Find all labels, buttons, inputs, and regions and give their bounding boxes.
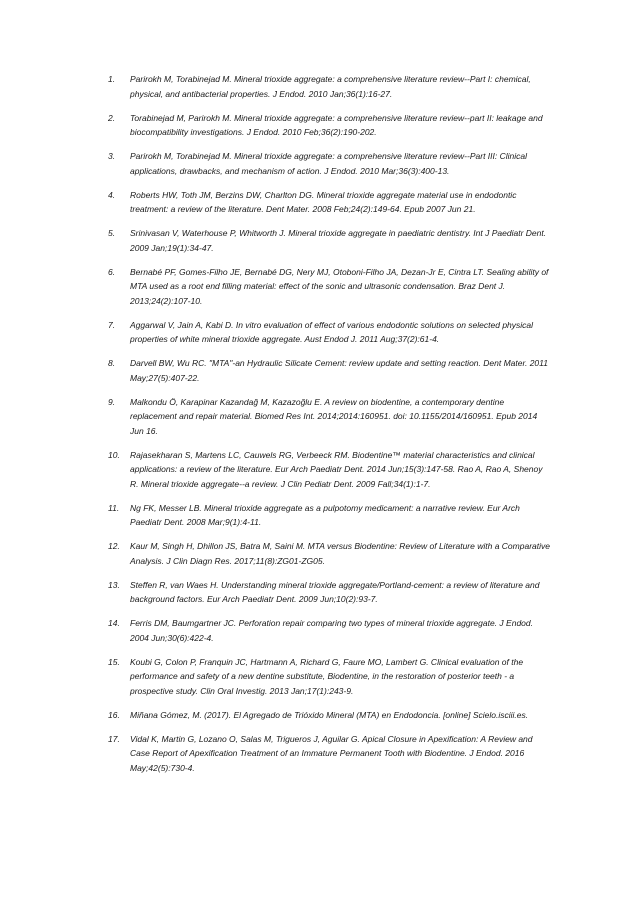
reference-item — [108, 318, 550, 347]
reference-number: 16. — [108, 709, 120, 720]
reference-number: 6. — [108, 266, 116, 277]
reference-text: Aggarwal V, Jain A, Kabi D. In vitro evaluation of effect of various endodontic solutions on selected physical properties of white mineral trioxide aggregate. Aust Endod J. 2011 Aug;37(2):61-4. — [130, 319, 534, 344]
reference-number: 1. — [108, 74, 116, 84]
reference-number: 8. — [108, 358, 116, 368]
reference-item — [108, 356, 550, 385]
reference-number: 10. — [108, 449, 120, 460]
reference-text: Miñana Gómez, M. (2017). El Agregado de Trióxido Mineral (MTA) en Endodoncia. [online] Scielo.isciii.es. — [130, 709, 529, 720]
reference-item — [108, 395, 550, 439]
reference-list — [108, 72, 550, 785]
reference-number: 17. — [108, 733, 120, 744]
reference-item — [108, 265, 550, 309]
reference-text: Srinivasan V, Waterhouse P, Whitworth J. Mineral trioxide aggregate in paediatric dentistry. Int J Paediatr Dent. 2009 Jan;19(1):34-47. — [130, 228, 547, 253]
reference-item — [108, 578, 550, 607]
reference-item — [108, 732, 550, 776]
reference-text: Kaur M, Singh H, Dhillon JS, Batra M, Saini M. MTA versus Biodentine: Review of Literature with a Comparative Analysis. J Clin Diagn Res. 2017;11(8):ZG01-ZG05. — [130, 541, 550, 566]
reference-number: 7. — [108, 319, 116, 330]
reference-number: 15. — [108, 656, 120, 667]
reference-text: Rajasekharan S, Martens LC, Cauwels RG, Verbeeck RM. Biodentine™ material characteristics and clinical applications: a review of the literature. Eur Arch Paediatr Dent. 2014 Jun;15(3):147-58. Rao A, Rao A, Shenoy R. Mineral trioxide aggregate--a review. J Clin Pediatr Dent. 2009 Fall;34(1):1-7. — [130, 449, 543, 489]
reference-item — [108, 188, 550, 217]
reference-item — [108, 655, 550, 699]
reference-item — [108, 111, 550, 140]
reference-number: 3. — [108, 151, 116, 161]
reference-number: 4. — [108, 189, 116, 200]
reference-text: Koubi G, Colon P, Franquin JC, Hartmann A, Richard G, Faure MO, Lambert G. Clinical evaluation of the performance and safety of a new dentine substitute, Biodentine, in the restoration of posterior teeth - a prospective study. Clin Oral Investig. 2013 Jan;17(1):243-9. — [130, 656, 524, 696]
reference-item — [108, 616, 550, 645]
reference-text: Parirokh M, Torabinejad M. Mineral trioxide aggregate: a comprehensive literature review--Part I: chemical, physical, and antibacterial properties. J Endod. 2010 Jan;36(1):16-27. — [130, 74, 531, 99]
reference-text: Ferris DM, Baumgartner JC. Perforation repair comparing two types of mineral trioxide aggregate. J Endod. 2004 Jun;30(6):422-4. — [130, 618, 533, 643]
reference-number: 9. — [108, 396, 116, 407]
reference-text: Malkondu Ö, Karapinar Kazandağ M, Kazazoğlu E. A review on biodentine, a contemporary dentine replacement and repair material. Biomed Res Int. 2014;2014:160951. doi: 10.1155/2014/160951. Epub 2014 Jun 16. — [130, 396, 538, 436]
reference-item — [108, 72, 550, 101]
reference-item — [108, 708, 550, 723]
reference-text: Ng FK, Messer LB. Mineral trioxide aggregate as a pulpotomy medicament: a narrative review. Eur Arch Paediatr Dent. 2008 Mar;9(1):4-11. — [130, 502, 520, 527]
reference-number: 14. — [108, 618, 120, 628]
reference-item — [108, 226, 550, 255]
reference-number: 13. — [108, 579, 120, 590]
reference-number: 12. — [108, 541, 120, 551]
reference-text: Parirokh M, Torabinejad M. Mineral trioxide aggregate: a comprehensive literature review--Part III: Clinical applications, drawbacks, and mechanism of action. J Endod. 2010 Mar;36(3):400-13. — [130, 151, 527, 176]
reference-item — [108, 448, 550, 492]
reference-text: Vidal K, Martin G, Lozano O, Salas M, Trigueros J, Aguilar G. Apical Closure in Apexification: A Review and Case Report of Apexification Treatment of an Immature Permanent Tooth with Biodentine. J Endod. 2016 May;42(5):730-4. — [130, 733, 533, 773]
reference-item — [108, 501, 550, 530]
reference-text: Roberts HW, Toth JM, Berzins DW, Charlton DG. Mineral trioxide aggregate material use in endodontic treatment: a review of the literature. Dent Mater. 2008 Feb;24(2):149-64. Epub 2007 Jun 21. — [130, 189, 517, 214]
reference-number: 5. — [108, 228, 116, 238]
reference-text: Darvell BW, Wu RC. "MTA"-an Hydraulic Silicate Cement: review update and setting reaction. Dent Mater. 2011 May;27(5):407-22. — [130, 358, 548, 383]
reference-item — [108, 539, 550, 568]
reference-item — [108, 149, 550, 178]
reference-number: 11. — [108, 502, 120, 513]
reference-text: Bernabé PF, Gomes-Filho JE, Bernabé DG, Nery MJ, Otoboni-Filho JA, Dezan-Jr E, Cintra LT. Sealing ability of MTA used as a root end filling material: effect of the sonic and ultrasonic condensation. Braz Dent J. 2013;24(2):107-10. — [130, 266, 549, 306]
reference-number: 2. — [108, 112, 116, 123]
reference-text: Steffen R, van Waes H. Understanding mineral trioxide aggregate/Portland-cement: a review of literature and background factors. Eur Arch Paediatr Dent. 2009 Jun;10(2):93-7. — [130, 579, 540, 604]
reference-text: Torabinejad M, Parirokh M. Mineral trioxide aggregate: a comprehensive literature review--part II: leakage and biocompatibility investigations. J Endod. 2010 Feb;36(2):190-202. — [130, 112, 543, 137]
